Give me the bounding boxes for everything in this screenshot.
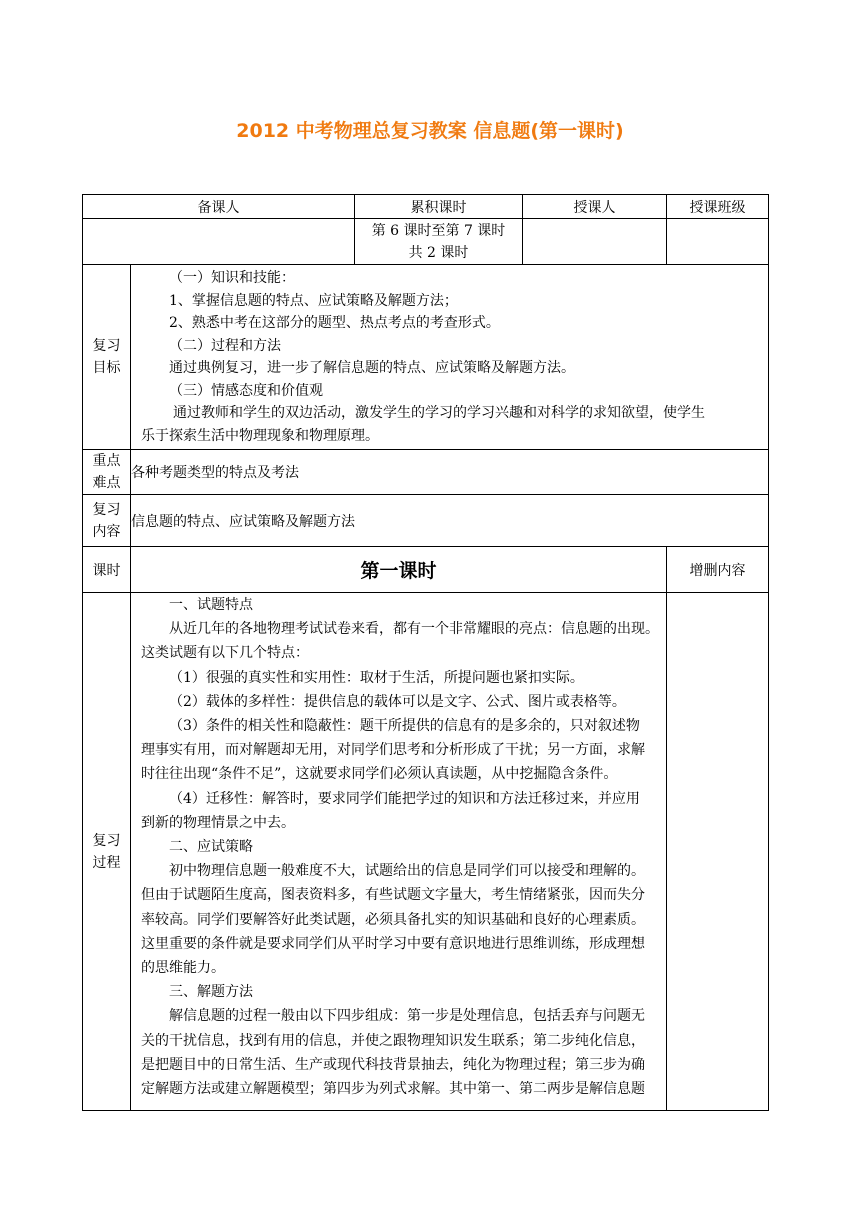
process-line: 时往往出现“条件不足”，这就要求同学们必须认真读题，从中挖掘隐含条件。 — [141, 766, 618, 783]
process-line: 但由于试题陌生度高，图表资料多，有些试题文字量大，考生情绪紧张，因而失分 — [141, 887, 645, 904]
process-line: 这类试题有以下几个特点： — [141, 645, 309, 662]
objectives-label: 复习 目标 — [83, 265, 131, 450]
objective-line: 2、熟悉中考在这部分的题型、热点考点的考查形式。 — [169, 315, 500, 331]
objective-line: （三）情感态度和价值观 — [169, 382, 323, 399]
page-title: 2012 中考物理总复习教案 信息题(第一课时) — [236, 120, 624, 142]
edit-content-label: 增删内容 — [667, 547, 769, 593]
lesson-title: 第一课时 — [131, 547, 667, 593]
process-line: 从近几年的各地物理考试试卷来看，都有一个非常耀眼的亮点：信息题的出现。 — [169, 621, 659, 638]
hours-total: 共 2 课时 — [408, 244, 469, 261]
key-points-row — [83, 450, 769, 495]
lesson-label: 课时 — [83, 547, 131, 593]
objective-line: 乐于探索生活中物理现象和物理原理。 — [141, 427, 379, 444]
process-line: 这里重要的条件就是要求同学们从平时学习中要有意识地进行思维训练，形成理想 — [141, 935, 645, 952]
objective-line: （一）知识和技能： — [169, 270, 295, 286]
key-points-text: 各种考题类型的特点及考法 — [131, 450, 769, 495]
edit-content-cell — [667, 593, 769, 1111]
process-line: 初中物理信息题一般难度不大，试题给出的信息是同学们可以接受和理解的。 — [169, 863, 645, 880]
process-line: 率较高。同学们要解答好此类试题，必须具备扎实的知识基础和良好的心理素质。 — [141, 911, 645, 928]
key-points-label: 重点 难点 — [83, 450, 131, 495]
process-line: 二、应试策略 — [169, 839, 253, 856]
class-value — [667, 219, 769, 265]
process-label: 复习 过程 — [83, 593, 131, 1111]
hours-range: 第 6 课时至第 7 课时 — [371, 222, 506, 239]
objective-line: 通过典例复习，进一步了解信息题的特点、应试策略及解题方法。 — [169, 360, 575, 376]
process-line: （3）条件的相关性和隐蔽性：题干所提供的信息有的是多余的，只对叙述物 — [169, 718, 640, 735]
hours-cell — [355, 219, 523, 265]
process-line: （1）很强的真实性和实用性：取材于生活，所提问题也紧扣实际。 — [169, 669, 584, 686]
review-content-label: 复习 内容 — [83, 495, 131, 547]
header-teacher: 授课人 — [523, 195, 667, 219]
lesson-plan-table — [82, 194, 769, 1111]
lesson-title-row — [83, 547, 769, 593]
process-line: 定解题方法或建立解题模型；第四步为列式求解。其中第一、第二两步是解信息题 — [141, 1081, 645, 1098]
process-line: 是把题目中的日常生活、生产或现代科技背景抽去，纯化为物理过程；第三步为确 — [141, 1056, 645, 1073]
info-row — [83, 219, 769, 265]
objectives-row — [83, 265, 769, 450]
review-content-text: 信息题的特点、应试策略及解题方法 — [131, 495, 769, 547]
process-content — [131, 593, 667, 1111]
review-content-row — [83, 495, 769, 547]
process-line: 关的干扰信息，找到有用的信息，并使之跟物理知识发生联系；第二步纯化信息， — [141, 1032, 645, 1049]
objective-line: 1、掌握信息题的特点、应试策略及解题方法； — [169, 292, 458, 309]
objectives-content — [131, 265, 769, 450]
process-line: 一、试题特点 — [169, 597, 253, 613]
process-line: （2）载体的多样性：提供信息的载体可以是文字、公式、图片或表格等。 — [169, 693, 626, 710]
process-line: 理事实有用，而对解题却无用，对同学们思考和分析形成了干扰；另一方面，求解 — [141, 742, 645, 759]
header-cumulative-hours: 累积课时 — [355, 195, 523, 219]
process-row — [83, 593, 769, 1111]
process-line: 三、解题方法 — [169, 984, 253, 1001]
process-line: 解信息题的过程一般由以下四步组成：第一步是处理信息，包括丢弃与问题无 — [169, 1008, 645, 1025]
header-prep-person: 备课人 — [83, 195, 355, 219]
header-row — [83, 195, 769, 219]
objective-line: 通过教师和学生的双边活动，激发学生的学习的学习兴趣和对科学的求知欲望，使学生 — [173, 405, 705, 421]
process-line: 的思维能力。 — [141, 960, 225, 977]
prep-person-value — [83, 219, 355, 265]
objective-line: （二）过程和方法 — [169, 337, 281, 354]
teacher-value — [523, 219, 667, 265]
process-line: 到新的物理情景之中去。 — [141, 814, 295, 831]
process-line: （4）迁移性：解答时，要求同学们能把学过的知识和方法迁移过来，并应用 — [169, 790, 640, 807]
header-class: 授课班级 — [667, 195, 769, 219]
